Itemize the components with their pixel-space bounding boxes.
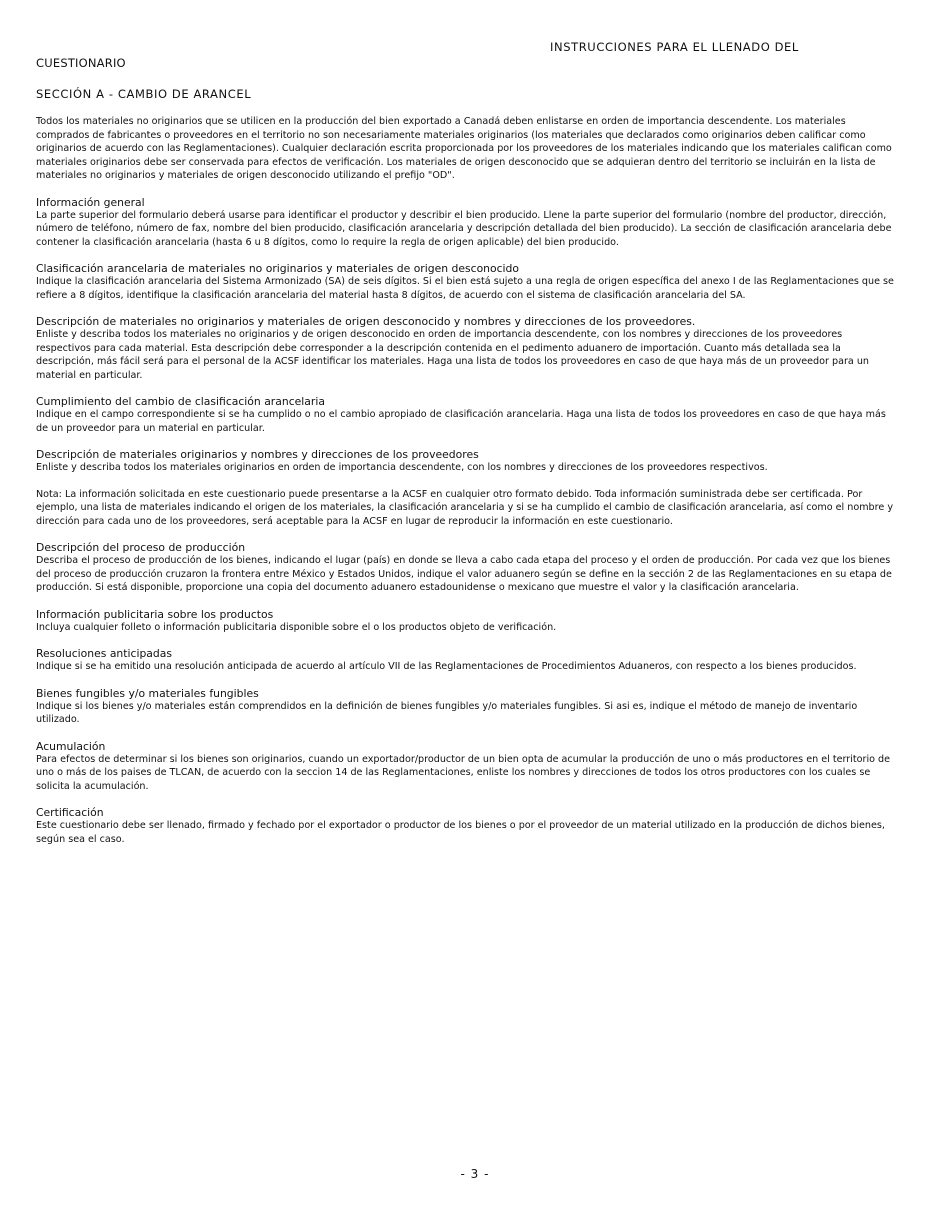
block-text: Indique si los bienes y/o materiales están comprendidos en la definición de bienes fungibles y/o materiales fungibles. Si asi es, indique el método de manejo de inventario utilizado. [36, 700, 858, 725]
block-text: Indique en el campo correspondiente si se ha cumplido o no el cambio apropiado de clasificación arancelaria. Haga una lista de todos los proveedores en caso de que haya más de un proveedor para un material en particular. [36, 409, 886, 434]
block-text: Para efectos de determinar si los bienes son originarios, cuando un exportador/productor de un bien opta de acumular la producción de uno o más productores en el territorio de uno o más de los paises de TLCAN, de acuerdo con la seccion 14 de las Reglamentaciones, enliste los nombres y direcciones de todos los otros productores con los cuales se solicita la acumulación. [36, 753, 891, 792]
note-text: Nota: La información solicitada en este cuestionario puede presentarse a la ACSF en cualquier otro formato debido. Toda información suministrada debe ser certificada. Por ejemplo, una lista de materiales indicando el origen de los materiales, la clasificación arancelaria y si se ha cumplido el cambio de clasificación arancelaria, así como el nombre y dirección para cada uno de los proveedores, será aceptable para la ACSF en lugar de reproducir la información en este cuestionario. [36, 488, 894, 527]
block-text: La parte superior del formulario deberá usarse para identificar el productor y describir el bien producido. Llene la parte superior del formulario (nombre del productor, dirección, número de teléfono, número de fax, nombre del bien producido, clasificación arancelaria y descripción detallada del bien producido). La sección de clasificación arancelaria debe contener la clasificación arancelaria (hasta 6 u 8 dígitos, como lo require la regla de origen aplicable) del bien producido. [36, 209, 892, 248]
block-bienes-fungibles [36, 687, 898, 727]
block-materiales-no-originarios [36, 315, 898, 382]
block-heading: Descripción de materiales no originarios y materiales de origen desconocido y nombres y direcciones de los proveedores. [36, 315, 696, 328]
block-heading: Acumulación [36, 739, 106, 753]
block-materiales-originarios [36, 448, 898, 475]
block-informacion-publicitaria [36, 608, 898, 635]
block-text: Incluya cualquier folleto o información publicitaria disponible sobre el o los productos objeto de verificación. [36, 621, 557, 633]
instructions-body [36, 115, 898, 859]
block-proceso-produccion [36, 541, 898, 595]
block-heading: Descripción de materiales originarios y nombres y direcciones de los proveedores [36, 448, 479, 461]
block-clasificacion-arancelaria [36, 262, 898, 302]
block-heading: Resoluciones anticipadas [36, 647, 173, 660]
block-heading: Clasificación arancelaria de materiales no originarios y materiales de origen desconocido [36, 262, 520, 275]
page-number: - 3 - [460, 1167, 490, 1181]
block-heading: Información publicitaria sobre los productos [36, 607, 274, 621]
block-text: Este cuestionario debe ser llenado, firmado y fechado por el exportador o productor de los bienes o por el proveedor de un material utilizado en la producción de dichos bienes, según sea el caso. [36, 820, 885, 845]
block-text: Indique la clasificación arancelaria del Sistema Armonizado (SA) de seis dígitos. Si el bien está sujeto a una regla de origen específica del anexo I de las Reglamentaciones que se refiere a 8 dígitos, identifique la clasificación arancelaria del material hasta 8 dígitos, de acuerdo con el sistema de clasificación arancelaria del SA. [36, 276, 894, 301]
document-title-line-2: CUESTIONARIO [36, 56, 126, 70]
block-heading: Certificación [36, 806, 104, 819]
block-text: Enliste y describa todos los materiales no originarios y de origen desconocido en orden de importancia descendente, con los nombres y direcciones de los proveedores respectivos para cada material. Esta descripción debe corresponder a la descripción contenida en el pedimento aduanero de importación. Cuanto más detallada sea la descripción, más fácil será para el personal de la ACSF identificar los materiales. Haga una lista de todos los proveedores en caso de que haya más de un proveedor para un material en particular. [36, 329, 870, 381]
block-cumplimiento-cambio [36, 395, 898, 435]
block-heading: Cumplimiento del cambio de clasificación arancelaria [36, 395, 325, 408]
block-text: Describa el proceso de producción de los bienes, indicando el lugar (país) en donde se lleva a cabo cada etapa del proceso y el orden de producción. Por cada vez que los bienes del proceso de producción cruzaron la frontera entre México y Estados Unidos, indique el valor aduanero según se define en la sección 2 de las Reglamentaciones en su etapa de producción. Si está disponible, proporcione una copia del documento aduanero estadounidense o mexicano que muestre el valor y la clasificación arancelaria. [36, 555, 892, 593]
block-text: Enliste y describa todos los materiales originarios en orden de importancia descendente, con los nombres y direcciones de los proveedores respectivos. [36, 462, 768, 473]
block-acumulacion [36, 740, 898, 794]
block-heading: Información general [36, 195, 145, 209]
block-informacion-general [36, 196, 898, 250]
block-heading: Bienes fungibles y/o materiales fungibles [36, 686, 259, 700]
intro-paragraph: Todos los materiales no originarios que se utilicen en la producción del bien exportado a Canadá deben enlistarse en orden de importancia descendente. Los materiales comprados de fabricantes o proveedores en el territorio no son necesariamente materiales originarios (los materiales que declarados como originarios deben calificar como originarios de acuerdo con las Reglamentaciones). Cualquier declaración escrita proporcionada por los proveedores de los materiales indicando que los materiales califican como materiales originarios debe ser conservada para efectos de verificación. Los materiales de origen desconocido que se adquieran dentro del territorio se incluirán en la lista de materiales no originarios y materiales de origen desconocido utilizando el prefijo "OD". [36, 116, 892, 181]
block-text: Indique si se ha emitido una resolución anticipada de acuerdo al artículo VII de las Reglamentaciones de Procedimientos Aduaneros, con respecto a los bienes producidos. [36, 661, 857, 672]
document-title-line-1: INSTRUCCIONES PARA EL LLENADO DEL [550, 40, 799, 54]
block-resoluciones-anticipadas [36, 647, 898, 674]
block-heading: Descripción del proceso de producción [36, 541, 246, 554]
section-title: SECCIÓN A - CAMBIO DE ARANCEL [36, 87, 252, 101]
block-nota [36, 488, 898, 529]
block-certificacion [36, 806, 898, 846]
